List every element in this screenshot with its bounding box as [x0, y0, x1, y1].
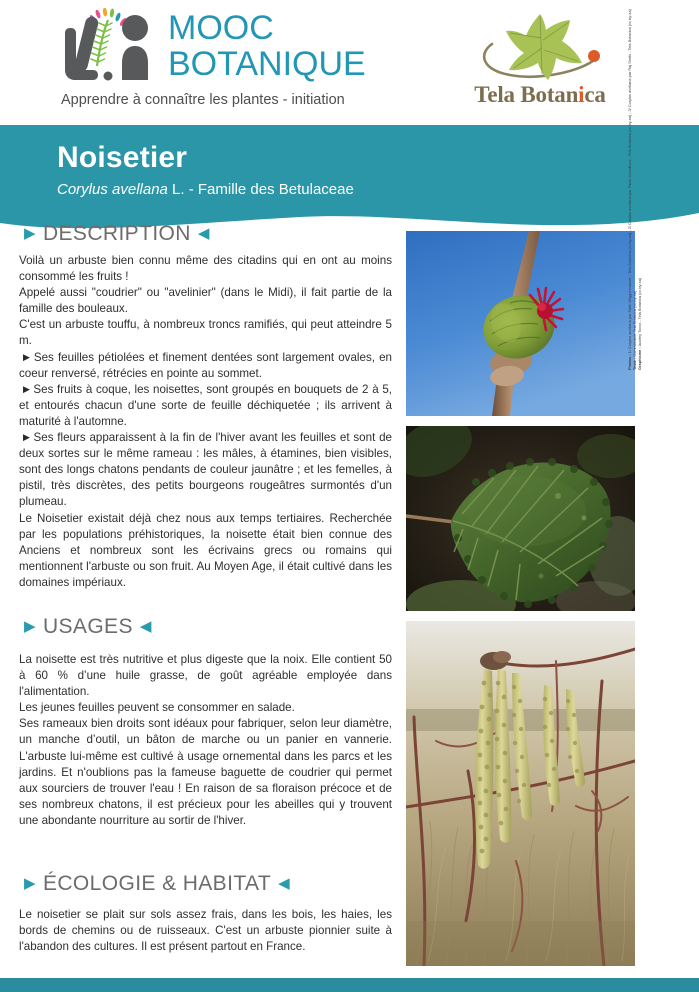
credits-line-3: [637, 0, 642, 370]
latin-name: Corylus avellana: [57, 181, 168, 198]
triangle-right-icon: ▶: [24, 618, 36, 635]
tela-word-i: i: [578, 82, 585, 107]
credits-label-photos: Photos :: [627, 353, 632, 370]
section-title-usages: USAGES: [42, 615, 133, 638]
photo-credits: [627, 9, 651, 370]
section-header-description: [24, 222, 210, 246]
paragraph: Ses rameaux bien droits sont idéaux pour fabriquer, selon leur diamètre, un manche d’outil, un bâton de marche ou un panier en vannerie. L'arbuste lui-même est cultivé à usage ornemental dans les parcs et les jardins. Et n'oublions pas la fameuse baguette de coudrier qui permet aux sourciers de trouver l'eau ! En raison de sa floraison précoce et de ses nombreux chatons, il est précieux pour les abeilles qui y trouvent une abondante nourriture au sortir de l'hiver.: [19, 717, 392, 827]
credits-label-texte: Texte :: [632, 356, 638, 370]
section-title-description: DESCRIPTION: [42, 222, 191, 245]
mooc-title-line2: BOTANIQUE: [168, 45, 366, 83]
credits-text-photos: 1/ Corylus avellana par Edith Wiggenhauser - Tela Botanica (cc by-sa) ; 2/ Corylus avellana par Paolo Cavallucci - Tela Botanica (cc by-sa) ; 3/ Corylus avellana par Raj Smits - Tela Botanica (cc by-sa): [627, 9, 632, 354]
paragraph: Voilà un arbuste bien connu même des citadins qui en ont au moins consommé les fruits !: [19, 254, 392, 284]
page-title: Noisetier: [57, 141, 188, 174]
bullet-triangle-icon: ▶: [23, 432, 31, 443]
usages-body: [19, 652, 392, 829]
paragraph: La noisette est très nutritive et plus digeste que la noix. Elle contient 50 à 60 % d’une huile grasse, de goût agréable employée dans l'alimentation.: [19, 653, 392, 699]
paragraph: Les jeunes feuilles peuvent se consommer en salade.: [19, 701, 295, 715]
family-name: L. - Famille des Betulaceae: [167, 181, 354, 198]
section-title-ecologie: ÉCOLOGIE & HABITAT: [42, 872, 272, 895]
mooc-wordmark: [168, 10, 366, 82]
bullet-paragraph: [19, 350, 392, 382]
credits-label-graphisme: Graphisme :: [637, 346, 643, 370]
tela-botanica-wordmark: [470, 82, 610, 108]
triangle-right-icon: ▶: [24, 225, 36, 242]
photo-female-flower-bud: [406, 231, 638, 416]
triangle-left-icon: ◀: [139, 618, 152, 635]
scientific-name: [57, 181, 354, 199]
credits-text-texte: Communauté Tela Botanica (cc by-sa): [632, 290, 638, 357]
ecologie-body: [19, 907, 392, 955]
triangle-left-icon: ◀: [197, 225, 210, 242]
mooc-person-plant-icon: [60, 8, 170, 90]
paragraph-text: Ses fleurs apparaissent à la fin de l'hiver avant les feuilles et sont de deux sortes sur le même rameau : les mâles, à étamines, bien visibles, sont des longs chatons pendants de couleur jaunâtre ; et les femelles, à pistil, très discrètes, des petits bourgeons rougeâtres surmontés d'un plumeau.: [19, 431, 393, 509]
paragraph: Le Noisetier existait déjà chez nous aux temps tertiaires. Recherchée par les populations préhistoriques, la noisette était bien connue des Anciens et nombreux sont les écrivains grecs ou romains qui mentionnent l'arbuste ou son fruit. Au Moyen Age, il était cultivé dans les domaines impériaux.: [19, 511, 392, 589]
triangle-right-icon: ▶: [24, 875, 36, 892]
paragraph-text: Ses fruits à coque, les noisettes, sont groupés en bouquets de 2 à 5, et entourés chacun d'une sorte de feuille déchiquetée ; ils arrivent à maturité à l'automne.: [19, 382, 392, 428]
paragraph: Le noisetier se plait sur sols assez frais, dans les bois, les haies, les bords de chemins ou de ruisseaux. C'est un arbuste pionnier suite à l'abandon des cultures. Il est présent partout en France.: [19, 908, 392, 954]
mooc-tagline: Apprendre à connaître les plantes - initiation: [61, 92, 345, 108]
tela-leaf-icon: [470, 8, 610, 84]
bullet-triangle-icon: ▶: [23, 383, 31, 394]
banner-text-group: [57, 141, 354, 199]
bullet-paragraph: [19, 382, 392, 430]
photo-leaf: [406, 426, 635, 611]
mooc-botanique-logo: [60, 6, 366, 118]
tela-word-part2: ca: [584, 82, 606, 107]
mooc-title-line1: MOOC: [168, 9, 274, 47]
bullet-triangle-icon: ▶: [23, 351, 31, 362]
triangle-left-icon: ◀: [278, 875, 291, 892]
section-header-usages: [24, 615, 152, 639]
tela-botanica-logo: [470, 8, 610, 116]
tela-word-part1: Tela Botan: [474, 82, 579, 107]
section-header-ecologie: [24, 872, 290, 896]
credits-text-graphisme: Audrey Tocco - Tela Botanica (cc by-sa): [637, 277, 643, 347]
footer-bar: [0, 978, 699, 992]
page-header: [0, 0, 699, 125]
paragraph-text: Ses feuilles pétiolées et finement dentées sont largement ovales, en coeur renversé, rétrécies en pointe au sommet.: [19, 350, 393, 380]
photo-male-catkins: [406, 621, 635, 966]
paragraph: C'est un arbuste touffu, à nombreux troncs ramifiés, qui peut atteindre 5 m.: [19, 318, 392, 348]
description-body: [19, 253, 392, 591]
bullet-paragraph: [19, 430, 392, 510]
paragraph: Appelé aussi "coudrier" ou "avelinier" (dans le Midi), il fait partie de la famille des bouleaux.: [19, 286, 392, 316]
